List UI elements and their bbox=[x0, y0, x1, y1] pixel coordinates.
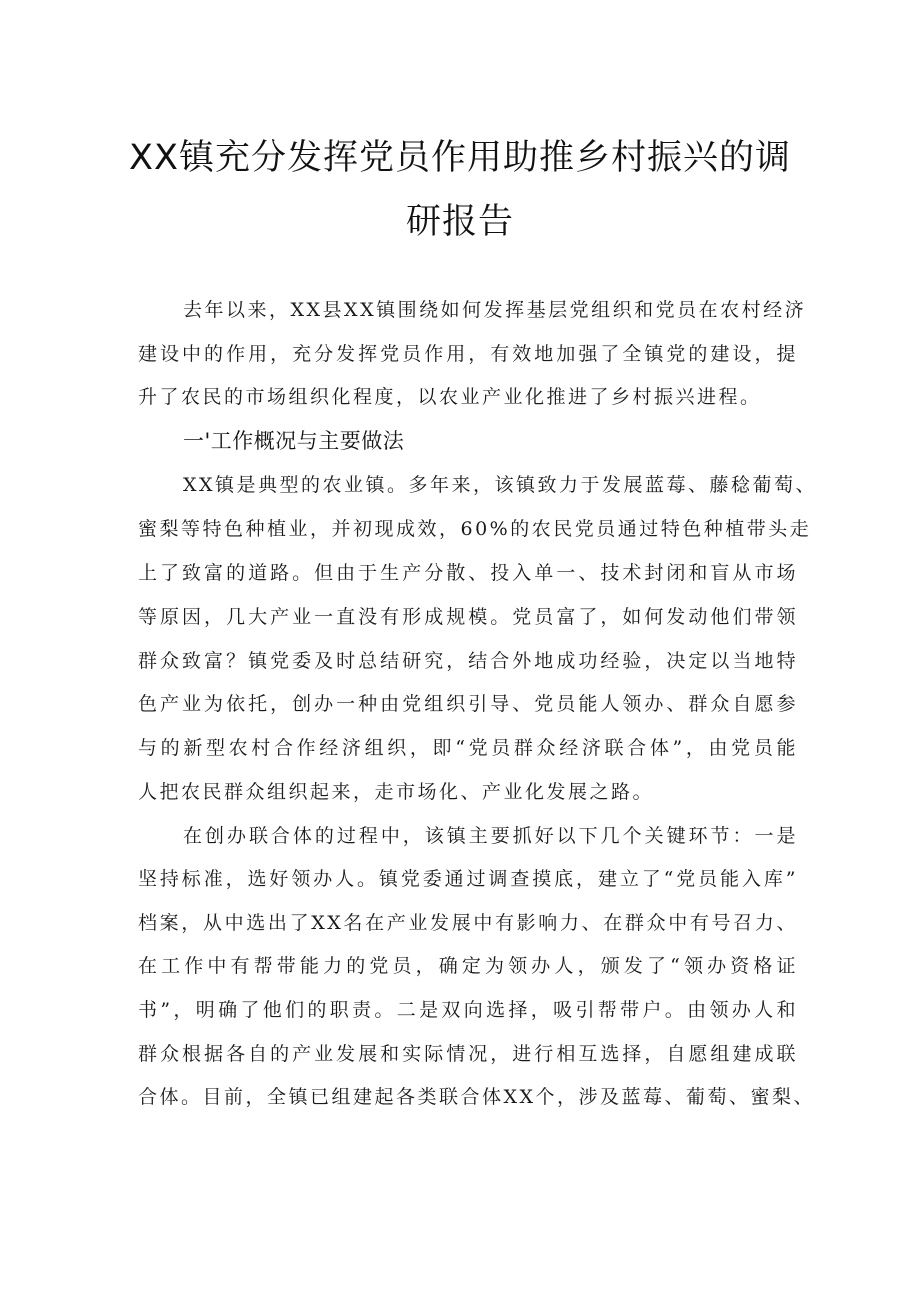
paragraph-3-line: 合体。目前，全镇已组建起各类联合体XX个，涉及蓝莓、葡萄、蜜梨、 bbox=[138, 1086, 816, 1108]
paragraph-2-line: 蜜梨等特色种植业，并初现成效，60%的农民党员通过特色种植带头走 bbox=[138, 518, 812, 540]
paragraph-1-line: 升了农民的市场组织化程度，以农业产业化推进了乡村振兴进程。 bbox=[138, 386, 762, 408]
paragraph-2-line: 上了致富的道路。但由于生产分散、投入单一、技术封闭和盲从市场 bbox=[138, 562, 798, 584]
paragraph-1-line: 建设中的作用，充分发挥党员作用，有效地加强了全镇党的建设，提 bbox=[138, 343, 798, 365]
paragraph-3-line: 书”，明确了他们的职责。二是双向选择，吸引帮带户。由领办人和 bbox=[138, 999, 798, 1021]
paragraph-3-line: 群众根据各自的产业发展和实际情况，进行相互选择，自愿组建成联 bbox=[138, 1043, 798, 1065]
paragraph-3-line: 坚持标准，选好领办人。镇党委通过调查摸底，建立了“党员能入库” bbox=[138, 868, 798, 890]
document-title-line-2: 研报告 bbox=[405, 202, 514, 242]
document-title-line-1: XX镇充分发挥党员作用助推乡村振兴的调 bbox=[129, 138, 791, 178]
paragraph-2-line: 色产业为依托，创办一种由党组织引导、党员能人领办、群众自愿参 bbox=[138, 693, 798, 715]
paragraph-3-line: 在工作中有帮带能力的党员，确定为领办人，颁发了“领办资格证 bbox=[138, 955, 798, 977]
paragraph-3-line: 在创办联合体的过程中，该镇主要抓好以下几个关键环节：一是 bbox=[183, 825, 798, 847]
paragraph-3-line: 档案，从中选出了XX名在产业发展中有影响力、在群众中有号召力、 bbox=[138, 912, 798, 934]
paragraph-2-line: 与的新型农村合作经济组织，即“党员群众经济联合体”，由党员能 bbox=[138, 737, 798, 759]
paragraph-2-line: XX镇是典型的农业镇。多年来，该镇致力于发展蓝莓、藤稔葡萄、 bbox=[183, 474, 818, 496]
paragraph-2-line: 人把农民群众组织起来，走市场化、产业化发展之路。 bbox=[138, 781, 655, 803]
paragraph-2-line: 群众致富？镇党委及时总结研究，结合外地成功经验，决定以当地特 bbox=[138, 650, 798, 672]
section-heading: 一'工作概况与主要做法 bbox=[183, 429, 405, 453]
paragraph-2-line: 等原因，几大产业一直没有形成规模。党员富了，如何发动他们带领 bbox=[138, 606, 798, 628]
paragraph-1-line: 去年以来，XX县XX镇围绕如何发挥基层党组织和党员在农村经济 bbox=[183, 299, 807, 321]
